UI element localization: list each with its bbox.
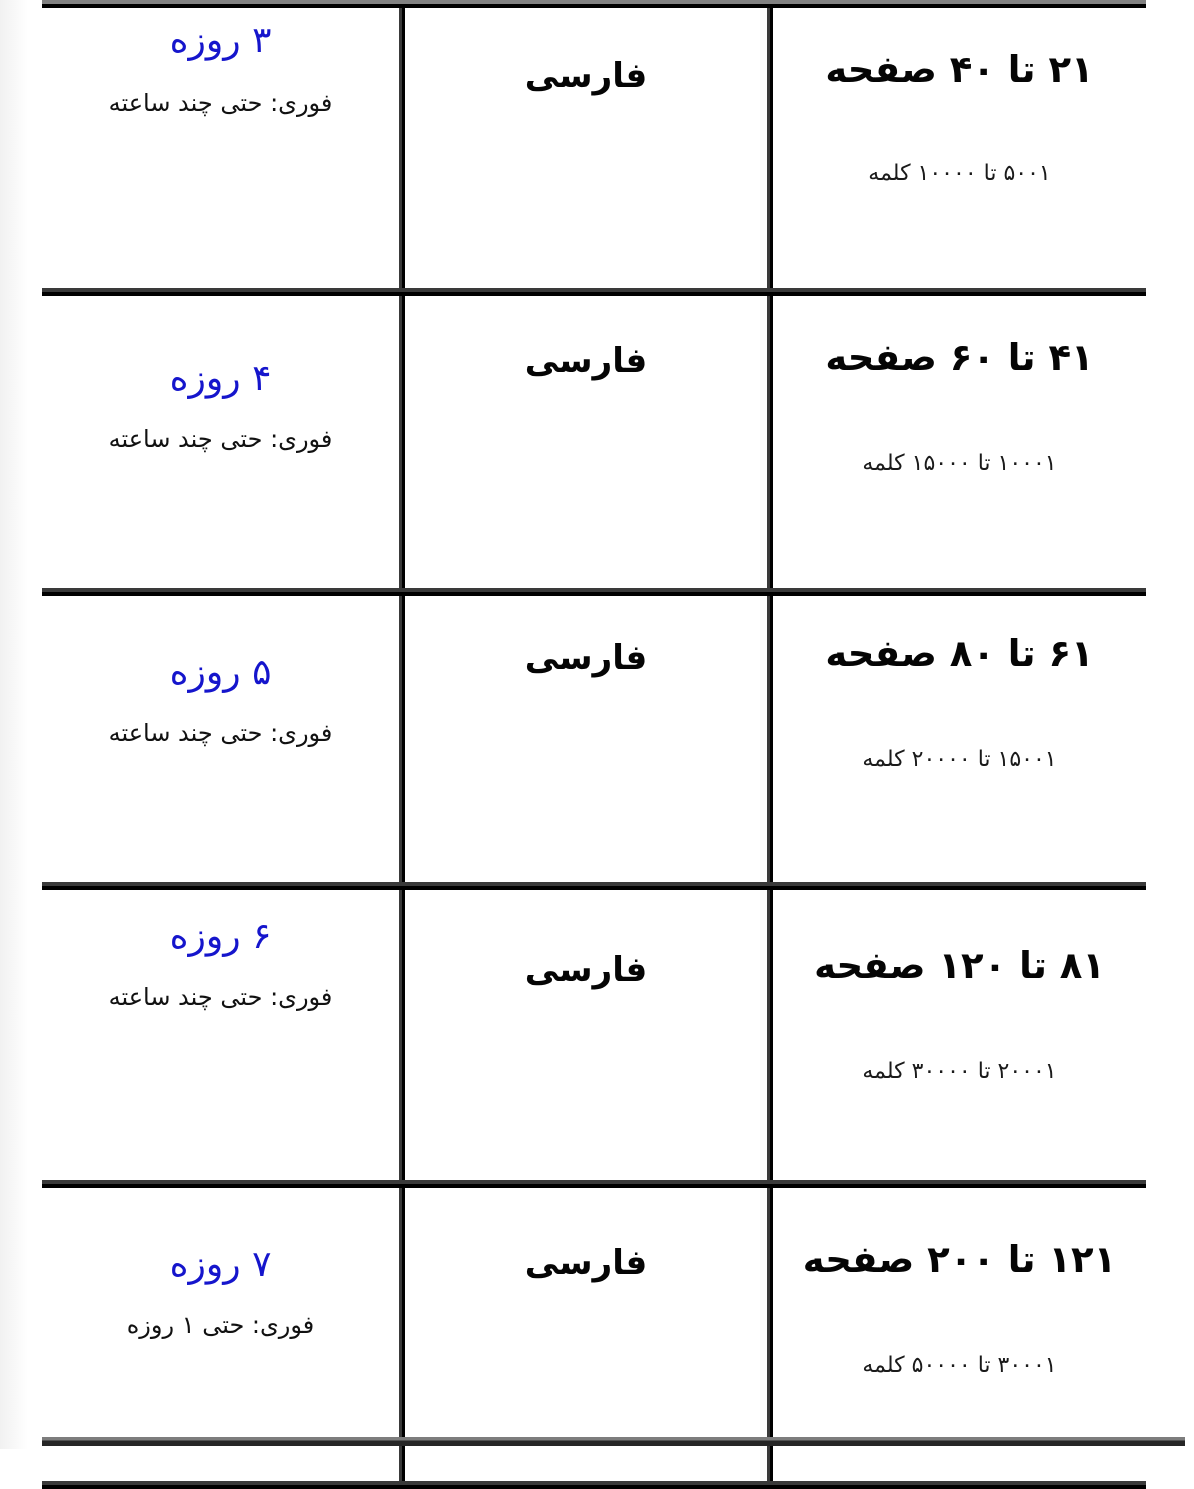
word-range-label: ۱۵۰۰۱ تا ۲۰۰۰۰ کلمه (862, 746, 1057, 772)
delivery-days-label: ۳ روزه (169, 20, 272, 61)
language-label: فارسی (524, 950, 648, 990)
table-row (42, 592, 1146, 886)
cell-language (402, 592, 770, 886)
cell-page-count (770, 592, 1146, 886)
table-bottom-rule (42, 1437, 1185, 1446)
delivery-days-label: ۷ روزه (169, 1244, 272, 1285)
page-range-label: ۲۱ تا ۴۰ صفحه (825, 48, 1094, 91)
rush-delivery-note: فوری: حتی چند ساعته (108, 983, 333, 1012)
table-row (42, 292, 1146, 592)
pricing-table (42, 0, 1146, 1489)
language-label: فارسی (524, 56, 648, 96)
cell-delivery-days (42, 886, 402, 1184)
page-range-label: ۶۱ تا ۸۰ صفحه (825, 632, 1094, 675)
page-range-label: ۴۱ تا ۶۰ صفحه (825, 336, 1094, 379)
word-range-label: ۳۰۰۰۱ تا ۵۰۰۰۰ کلمه (862, 1352, 1057, 1378)
word-range-label: ۲۰۰۰۱ تا ۳۰۰۰۰ کلمه (862, 1058, 1057, 1084)
page-range-label: ۸۱ تا ۱۲۰ صفحه (814, 944, 1105, 987)
rush-delivery-note: فوری: حتی چند ساعته (108, 425, 333, 454)
page-range-label: ۱۲۱ تا ۲۰۰ صفحه (802, 1238, 1117, 1281)
cell-language (402, 292, 770, 592)
delivery-days-label: ۵ روزه (169, 652, 272, 693)
table-row (42, 4, 1146, 292)
cell-language (402, 4, 770, 292)
cell-delivery-days (42, 4, 402, 292)
cell-delivery-days (42, 292, 402, 592)
language-label: فارسی (524, 638, 648, 678)
cell-language (402, 886, 770, 1184)
delivery-days-label: ۴ روزه (169, 358, 272, 399)
cell-page-count (770, 4, 1146, 292)
word-range-label: ۱۰۰۰۱ تا ۱۵۰۰۰ کلمه (862, 450, 1057, 476)
language-label: فارسی (524, 341, 648, 381)
cell-delivery-days (42, 592, 402, 886)
cell-page-count (770, 292, 1146, 592)
rush-delivery-note: فوری: حتی چند ساعته (108, 89, 333, 118)
cell-page-count (770, 886, 1146, 1184)
delivery-days-label: ۶ روزه (169, 916, 272, 957)
rush-delivery-note: فوری: حتی ۱ روزه (126, 1311, 315, 1340)
pricing-table-body (42, 4, 1146, 1485)
table-row (42, 886, 1146, 1184)
language-label: فارسی (524, 1243, 648, 1283)
rush-delivery-note: فوری: حتی چند ساعته (108, 719, 333, 748)
word-range-label: ۵۰۰۱ تا ۱۰۰۰۰ کلمه (868, 160, 1051, 186)
